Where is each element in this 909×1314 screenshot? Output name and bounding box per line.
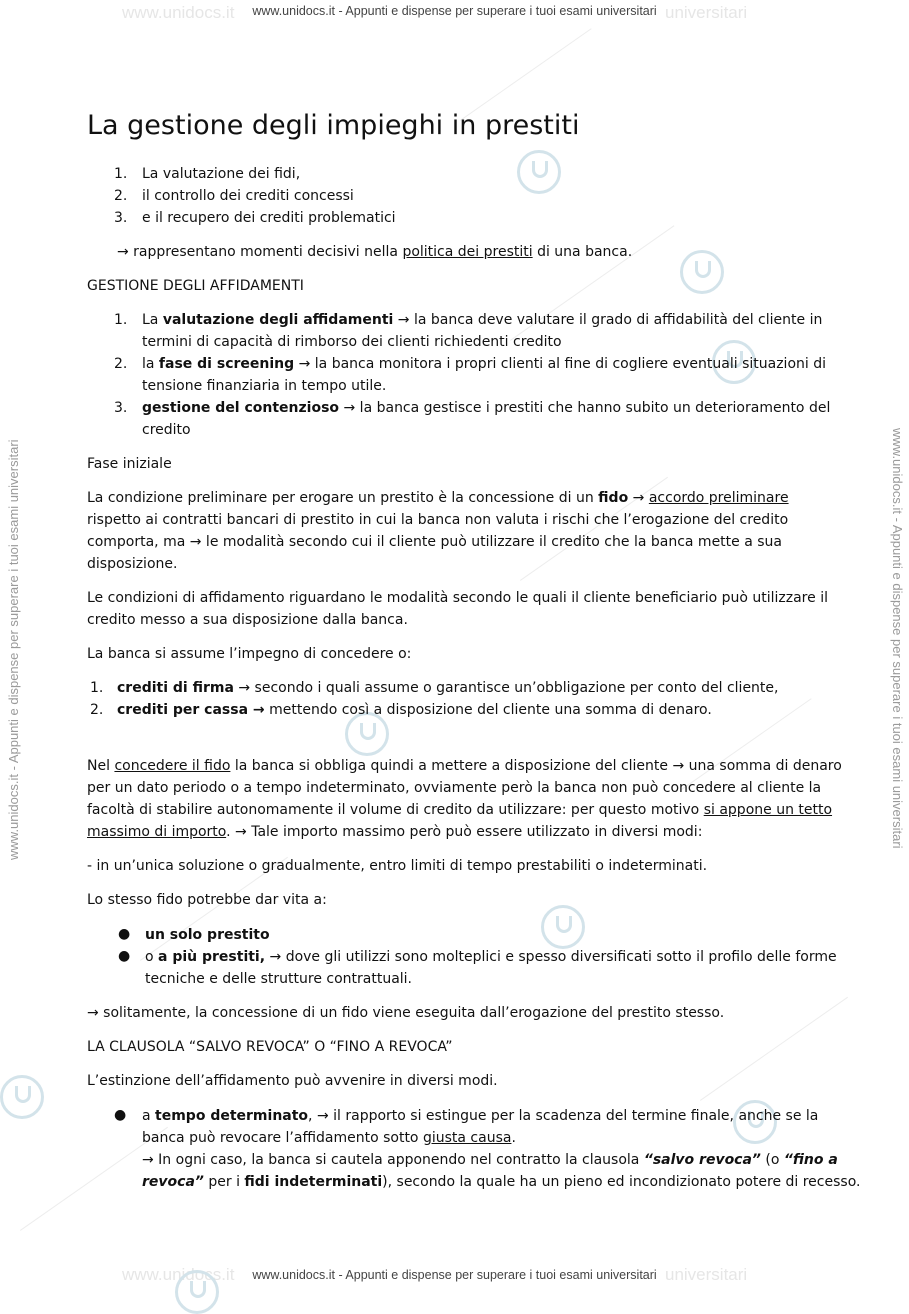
list-item xyxy=(142,354,826,374)
watermark-left: www.unidocs.it - Appunti e dispense per superare i tuoi esami universitari xyxy=(6,439,21,860)
section-heading: LA CLAUSOLA “SALVO REVOCA” O “FINO A REVOCA” xyxy=(87,1039,453,1055)
list-item xyxy=(145,947,837,967)
paragraph-line: Le condizioni di affidamento riguardano le modalità secondo le quali il cliente beneficiario può utilizzare il xyxy=(87,590,828,606)
text: , → il rapporto si estingue per la scadenza del termine finale, anche se la xyxy=(308,1108,819,1124)
bold-term: gestione del contenzioso xyxy=(142,400,340,416)
list-item xyxy=(142,1106,818,1126)
text: la xyxy=(142,356,159,372)
paragraph-line: credito messo a sua disposizione dalla banca. xyxy=(87,612,408,628)
text: la banca si obbliga quindi a mettere a disposizione del cliente → una somma di denaro xyxy=(230,758,842,774)
unidocs-logo-icon xyxy=(517,150,561,194)
list-item-continuation xyxy=(142,1150,838,1170)
paragraph-line: per un dato periodo o a tempo indeterminato, ovviamente però la banca non può concedere al cliente la xyxy=(87,780,822,796)
paragraph-line: - in un’unica soluzione o gradualmente, entro limiti di tempo prestabiliti o indeterminati. xyxy=(87,858,708,874)
text: → rappresentano momenti decisivi nella xyxy=(117,244,403,260)
paragraph-line: comporta, ma → le modalità secondo cui il cliente può utilizzare il credito che la banca mette a sua xyxy=(87,534,782,550)
bold-term: tempo determinato xyxy=(155,1108,309,1124)
list-item: e il recupero dei crediti problematici xyxy=(142,210,396,226)
text: a xyxy=(142,1108,156,1124)
list-number: 2. xyxy=(114,356,128,372)
list-item-continuation: termini di capacità di rimborso dei clienti richiedenti credito xyxy=(142,334,562,350)
unidocs-logo-icon xyxy=(541,905,585,949)
arrow: → xyxy=(248,702,265,718)
text: . → Tale importo massimo però può essere utilizzato in diversi modi: xyxy=(226,824,703,840)
underlined-term: giusta causa xyxy=(422,1130,512,1146)
list-item-continuation xyxy=(142,1128,516,1148)
list-item: il controllo dei crediti concessi xyxy=(142,188,354,204)
section-heading: Fase iniziale xyxy=(87,456,172,472)
paragraph-line: L’estinzione dell’affidamento può avvenire in diversi modi. xyxy=(87,1073,498,1089)
paragraph-line: La banca si assume l’impegno di concedere o: xyxy=(87,646,412,662)
bold-term: fase di screening xyxy=(158,356,295,372)
text: o xyxy=(145,949,159,965)
text: facoltà di stabilire autonomamente il volume di credito da utilizzare: per questo motivo xyxy=(87,802,704,818)
watermark-ghost-top: www.unidocs.it xyxy=(122,3,235,22)
list-item xyxy=(117,700,712,720)
bullet-icon: ● xyxy=(114,1107,127,1123)
text: banca può revocare l’affidamento sotto xyxy=(142,1130,423,1146)
list-item-continuation xyxy=(142,1172,860,1192)
text: per i xyxy=(203,1174,245,1190)
text: → la banca monitora i propri clienti al fine di cogliere eventuali situazioni di xyxy=(294,356,827,372)
underlined-term: accordo preliminare xyxy=(648,490,789,506)
watermark-ghost-top-right: universitari xyxy=(665,3,748,22)
underlined-term: concedere il fido xyxy=(114,758,231,774)
paragraph-line xyxy=(87,488,789,508)
underlined-term: massimo di importo xyxy=(87,824,227,840)
text: → la banca deve valutare il grado di affidabilità del cliente in xyxy=(393,312,823,328)
list-item xyxy=(117,678,778,698)
list-number: 3. xyxy=(114,210,128,226)
text: → dove gli utilizzi sono molteplici e spesso diversificati sotto il profilo delle forme xyxy=(265,949,837,965)
unidocs-logo-icon xyxy=(680,250,724,294)
underlined-term: politica dei prestiti xyxy=(402,244,533,260)
paragraph-line: disposizione. xyxy=(87,556,178,572)
text: (o xyxy=(760,1152,784,1168)
bold-italic-term: “salvo revoca” xyxy=(643,1152,761,1168)
section-heading: GESTIONE DEGLI AFFIDAMENTI xyxy=(87,278,304,294)
paragraph-line: → solitamente, la concessione di un fido viene eseguita dall’erogazione del prestito stesso. xyxy=(87,1005,725,1021)
list-item-continuation: credito xyxy=(142,422,191,438)
intro-note xyxy=(117,242,632,262)
bold-italic-term: revoca” xyxy=(142,1174,204,1190)
paragraph-line xyxy=(87,800,832,820)
text: → In ogni caso, la banca si cautela apponendo nel contratto la clausola xyxy=(142,1152,644,1168)
list-item-continuation: tecniche e delle strutture contrattuali. xyxy=(145,971,412,987)
list-number: 2. xyxy=(90,702,104,718)
bold-term: a più prestiti, xyxy=(158,949,266,965)
text: di una banca. xyxy=(532,244,633,260)
bold-term: fido xyxy=(598,490,629,506)
paragraph-line: Lo stesso fido potrebbe dar vita a: xyxy=(87,892,327,908)
text: . xyxy=(511,1130,516,1146)
list-item xyxy=(142,398,830,418)
watermark-ghost-bottom-right: universitari xyxy=(665,1265,748,1284)
bold-term: un solo prestito xyxy=(145,927,270,943)
bold-term: valutazione degli affidamenti xyxy=(162,312,394,328)
list-number: 2. xyxy=(114,188,128,204)
unidocs-logo-icon xyxy=(0,1075,44,1119)
watermark-right: www.unidocs.it - Appunti e dispense per superare i tuoi esami universitari xyxy=(890,428,905,849)
bold-term: crediti di firma xyxy=(117,680,234,696)
list-number: 1. xyxy=(114,166,128,182)
list-number: 1. xyxy=(90,680,104,696)
paragraph-line: rispetto ai contratti bancari di prestito in cui la banca non valuta i rischi che l’erogazione del credito xyxy=(87,512,789,528)
text: → la banca gestisce i prestiti che hanno subito un deterioramento del xyxy=(339,400,831,416)
text: Nel xyxy=(87,758,115,774)
text: ), secondo la quale ha un pieno ed incondizionato potere di recesso. xyxy=(382,1174,861,1190)
text: → secondo i quali assume o garantisce un’obbligazione per conto del cliente, xyxy=(233,680,779,696)
bullet-icon: ● xyxy=(118,926,131,942)
bold-italic-term: “fino a xyxy=(783,1152,838,1168)
paragraph-line xyxy=(87,822,702,842)
watermark-diagonal xyxy=(460,28,592,121)
text: La xyxy=(142,312,163,328)
underlined-term: si appone un tetto xyxy=(703,802,833,818)
list-item xyxy=(142,310,822,330)
text: → xyxy=(628,490,649,506)
list-item: La valutazione dei fidi, xyxy=(142,166,301,182)
watermark-bottom: www.unidocs.it - Appunti e dispense per superare i tuoi esami universitari xyxy=(252,1268,657,1282)
watermark-ghost-bottom: www.unidocs.it xyxy=(122,1265,235,1284)
paragraph-line xyxy=(87,756,842,776)
bold-term: fidi indeterminati xyxy=(244,1174,383,1190)
text: mettendo così a disposizione del cliente una somma di denaro. xyxy=(264,702,712,718)
page-title: La gestione degli impieghi in prestiti xyxy=(87,110,580,141)
list-number: 1. xyxy=(114,312,128,328)
list-item-continuation: tensione finanziaria in tempo utile. xyxy=(142,378,387,394)
bold-term: crediti per cassa xyxy=(117,702,249,718)
watermark-top: www.unidocs.it - Appunti e dispense per superare i tuoi esami universitari xyxy=(252,4,657,18)
list-item xyxy=(145,925,270,945)
bullet-icon: ● xyxy=(118,948,131,964)
text: La condizione preliminare per erogare un prestito è la concessione di un xyxy=(87,490,599,506)
list-number: 3. xyxy=(114,400,128,416)
